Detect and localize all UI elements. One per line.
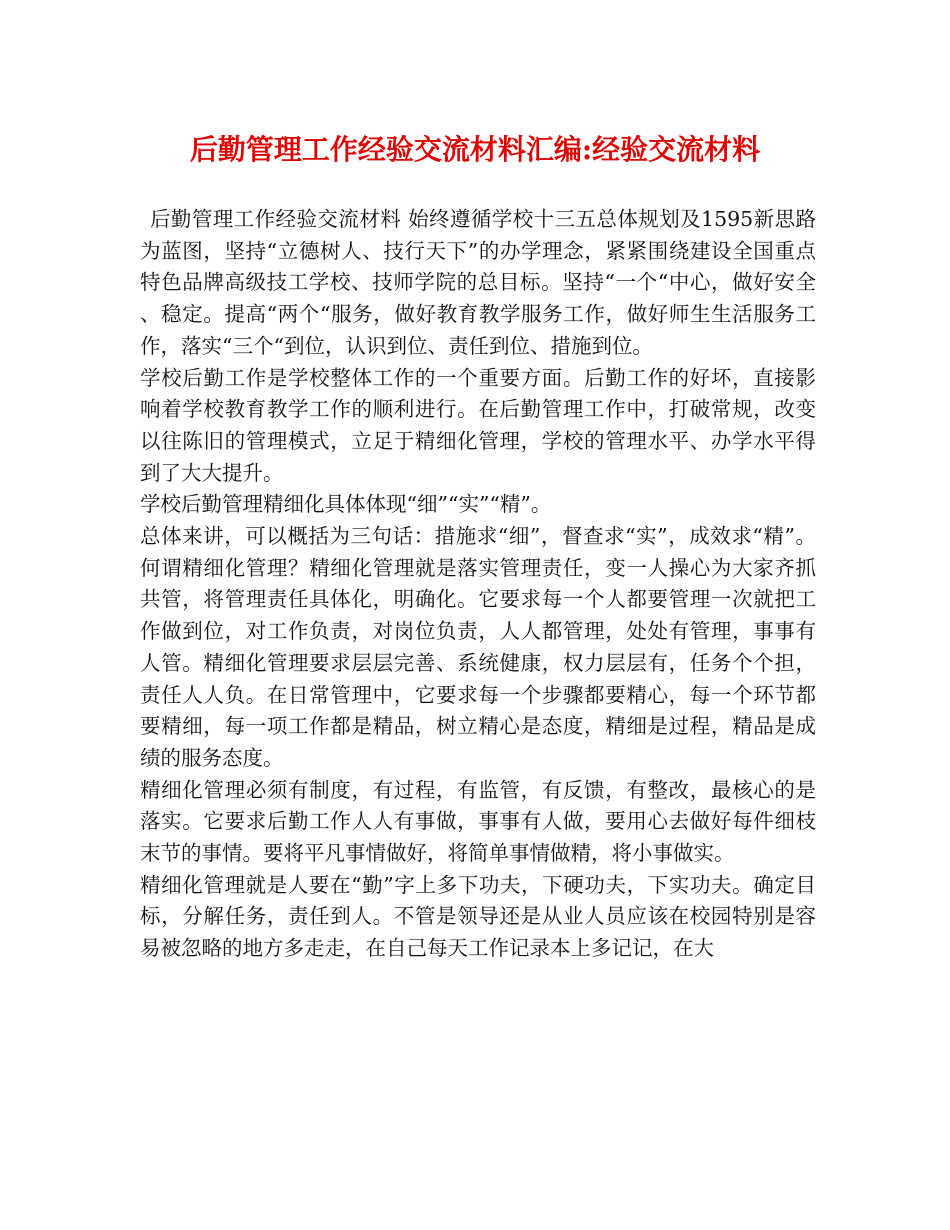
paragraph-importance: 学校后勤工作是学校整体工作的一个重要方面。后勤工作的好坏，直接影响着学校教育教学工作的顺利进行。在后勤管理工作中，打破常规，改变以往陈旧的管理模式，立足于精细化管理，学校的管理水平、办学水平得到了大大提升。 xyxy=(140,365,816,485)
paragraph-system: 精细化管理必须有制度，有过程，有监管，有反馈，有整改，最核心的是落实。它要求后勤工作人人有事做，事事有人做，要用心去做好每件细枝末节的事情。要将平凡事情做好，将简单事情做精，将小事做实。 xyxy=(140,777,816,866)
paragraph-refinement-summary: 学校后勤管理精细化具体体现“细”“实”“精”。 xyxy=(140,492,552,517)
paragraph-overview: 总体来讲，可以概括为三句话：措施求“细”，督查求“实”，成效求“精”。何谓精细化管理？精细化管理就是落实管理责任，变一人操心为大家齐抓共管，将管理责任具体化，明确化。它要求每一个人都要管理一次就把工作做到位，对工作负责，对岗位负责，人人都管理，处处有管理，事事有人管。精细化管理要求层层完善、系统健康，权力层层有，任务个个担，责任人人负。在日常管理中，它要求每一个步骤都要精心，每一个环节都要精细，每一项工作都是精品，树立精心是态度，精细是过程，精品是成绩的服务态度。 xyxy=(140,524,816,770)
document-body xyxy=(140,204,816,965)
paragraph-intro: 后勤管理工作经验交流材料 始终遵循学校十三五总体规划及1595新思路为蓝图，坚持“立德树人、技行天下”的办学理念，紧紧围绕建设全国重点特色品牌高级技工学校、技师学院的总目标。坚持“一个“中心，做好安全、稳定。提高“两个“服务，做好教育教学服务工作，做好师生生活服务工作，落实“三个“到位，认识到位、责任到位、措施到位。 xyxy=(140,207,816,358)
paragraph-diligence: 精细化管理就是人要在“勤”字上多下功夫，下硬功夫，下实功夫。确定目标，分解任务，责任到人。不管是领导还是从业人员应该在校园特别是容易被忽略的地方多走走，在自己每天工作记录本上多记记，在大 xyxy=(140,872,816,961)
document-title: 后勤管理工作经验交流材料汇编:经验交流材料 xyxy=(189,133,761,166)
